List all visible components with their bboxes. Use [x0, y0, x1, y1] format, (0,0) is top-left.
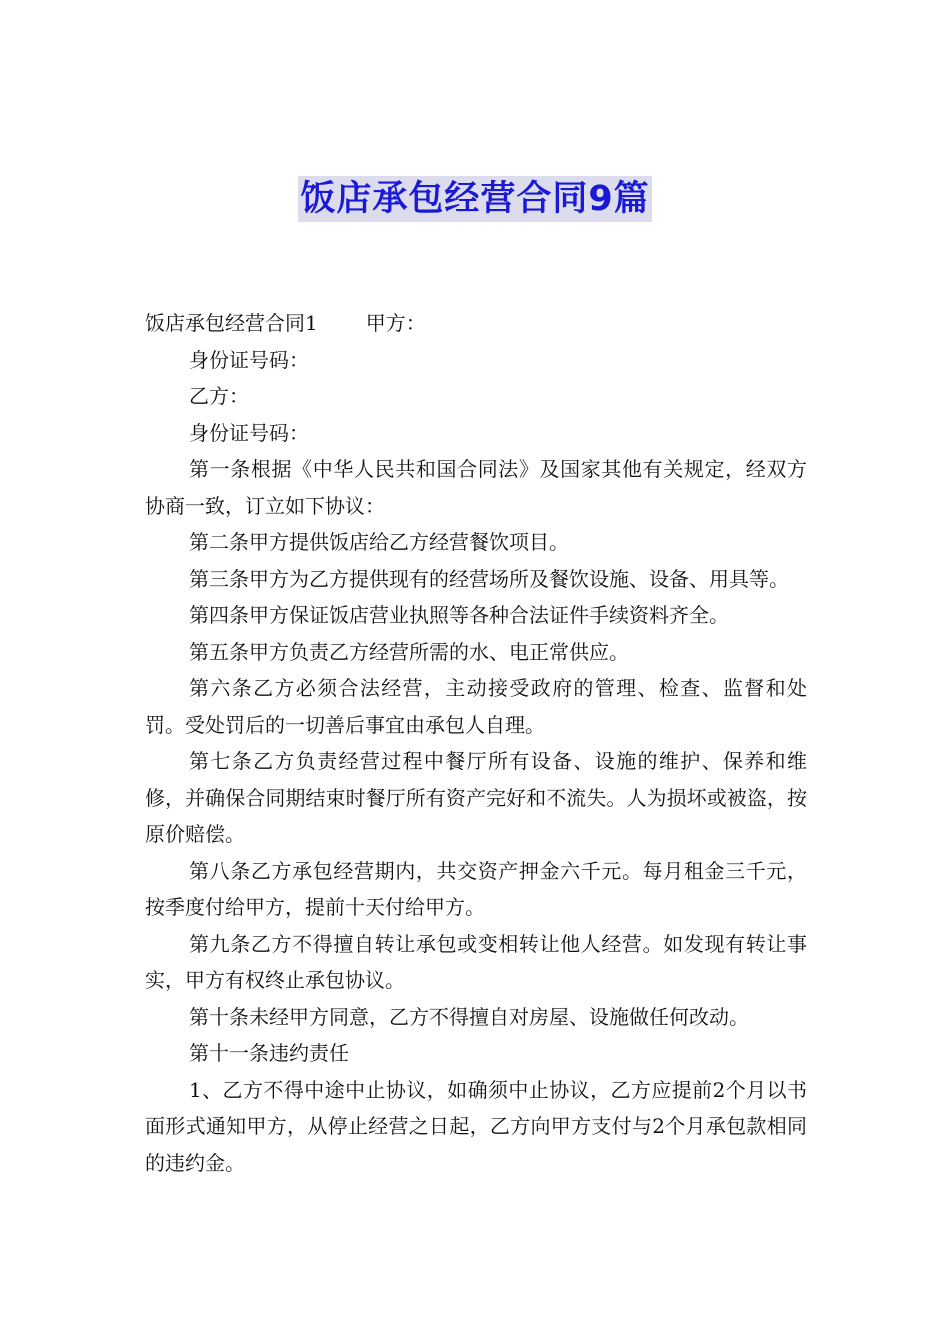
- article-8: 第八条乙方承包经营期内，共交资产押金六千元。每月租金三千元，按季度付给甲方，提前十天付给甲方。: [145, 858, 807, 919]
- party-a-label: 甲方：: [365, 311, 426, 335]
- article-3: 第三条甲方为乙方提供现有的经营场所及餐饮设施、设备、用具等。: [189, 566, 789, 591]
- paragraph-id-number-b: 身份证号码：: [189, 420, 309, 445]
- article-5: 第五条甲方负责乙方经营所需的水、电正常供应。: [189, 639, 629, 664]
- contract-heading: 饭店承包经营合同1: [145, 311, 318, 335]
- intro-line: [145, 305, 807, 342]
- article-7: 第七条乙方负责经营过程中餐厅所有设备、设施的维护、保养和维修，并确保合同期结束时餐厅所有资产完好和不流失。人为损坏或被盗，按原价赔偿。: [145, 749, 807, 846]
- article-6: 第六条乙方必须合法经营，主动接受政府的管理、检查、监督和处罚。受处罚后的一切善后事宜由承包人自理。: [145, 676, 807, 737]
- article-9: 第九条乙方不得擅自转让承包或变相转让他人经营。如发现有转让事实，甲方有权终止承包协议。: [145, 931, 807, 992]
- article-10: 第十条未经甲方同意，乙方不得擅自对房屋、设施做任何改动。: [189, 1004, 749, 1029]
- document-title: 饭店承包经营合同9篇: [298, 176, 651, 222]
- article-2: 第二条甲方提供饭店给乙方经营餐饮项目。: [189, 530, 569, 554]
- article-11-heading: 第十一条违约责任: [189, 1041, 349, 1065]
- title-container: [0, 176, 950, 222]
- article-4: 第四条甲方保证饭店营业执照等各种合法证件手续资料齐全。: [189, 603, 729, 627]
- paragraph-party-b: 乙方：: [189, 384, 249, 408]
- paragraph-id-number-a: 身份证号码：: [189, 347, 309, 372]
- article-1: 第一条根据《中华人民共和国合同法》及国家其他有关规定，经双方协商一致，订立如下协议：: [145, 457, 807, 518]
- document-body: [145, 305, 807, 1181]
- article-11-clause-1: 1、乙方不得中途中止协议，如确须中止协议，乙方应提前2个月以书面形式通知甲方，从停止经营之日起，乙方向甲方支付与2个月承包款相同的违约金。: [145, 1077, 807, 1175]
